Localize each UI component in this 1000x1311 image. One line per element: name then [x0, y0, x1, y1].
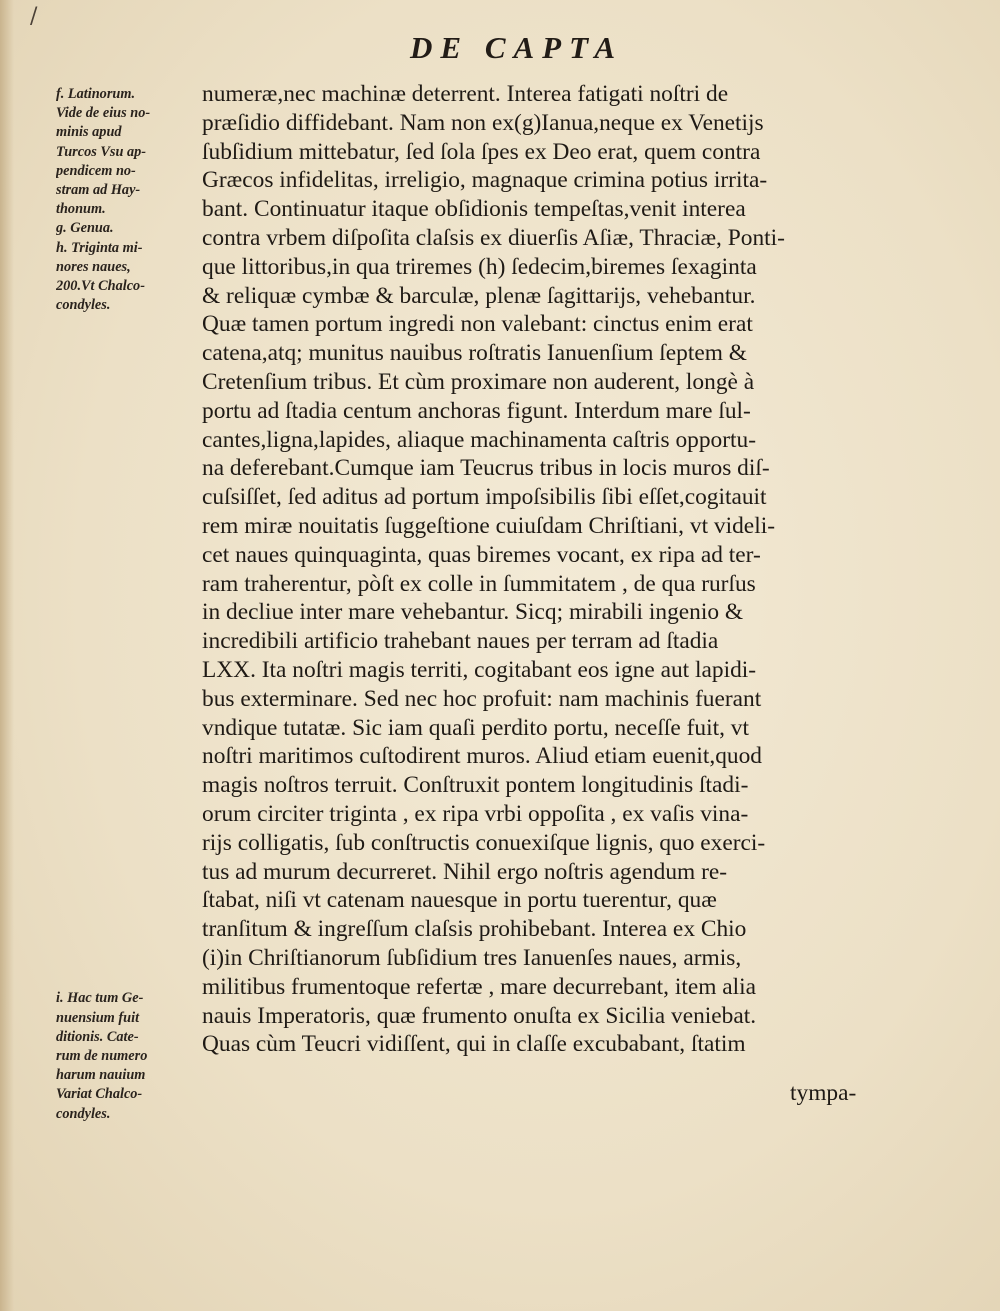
text-line: cet naues quinquaginta, quas biremes vocant, ex ripa ad ter-: [202, 541, 761, 568]
main-text-block: [202, 80, 894, 1059]
margin-note-line: Variat Chalco-: [56, 1086, 143, 1103]
text-line: nauis Imperatoris, quæ frumento onuſta ex Sicilia veniebat.: [202, 1002, 757, 1029]
text-line: Quas cùm Teucri vidiſſent, qui in claſſe excubabant, ſtatim: [202, 1031, 746, 1058]
text-line: tranſitum & ingreſſum claſsis prohibebant. Interea ex Chio: [202, 916, 747, 943]
margin-note-line: harum nauium: [56, 1067, 146, 1084]
margin-note-line: h. Triginta mi-: [56, 239, 143, 256]
text-line: contra vrbem diſpoſita claſsis ex diuerſis Aſiæ, Thraciæ, Ponti-: [202, 224, 785, 251]
text-line: cuſsiſſet, ſed aditus ad portum impoſsibilis ſibi eſſet,cogitauit: [202, 484, 767, 511]
text-line: (i)in Chriſtianorum ſubſidium tres Ianuenſes naues, armis,: [202, 944, 742, 971]
margin-notes-top: [56, 85, 206, 315]
text-line: na deferebant.Cumque iam Teucrus tribus in locis muros diſ-: [202, 455, 770, 482]
text-line: incredibili artificio trahebant naues per terram ad ſtadia: [202, 628, 719, 655]
text-line: numeræ,nec machinæ deterrent. Interea fatigati noſtri de: [202, 81, 729, 107]
text-line: rijs colligatis, ſub conſtructis conuexiſque lignis, quo exerci-: [202, 829, 766, 856]
text-line: Græcos infidelitas, irreligio, magnaque crimina potius irrita-: [202, 167, 768, 194]
margin-note-line: nores naues,: [56, 258, 131, 275]
margin-note-line: nuensium fuit: [56, 1009, 140, 1026]
text-line: rem miræ nouitatis ſuggeſtione cuiuſdam Chriſtiani, vt videli-: [202, 512, 775, 539]
margin-note-line: rum de numero: [56, 1048, 148, 1065]
text-line: tus ad murum decurreret. Nihil ergo noſtris agendum re-: [202, 858, 728, 885]
margin-note-line: thonum.: [56, 201, 106, 218]
text-line: cantes,ligna,lapides, aliaque machinamenta caſtris opportu-: [202, 426, 757, 453]
margin-notes: [56, 85, 206, 1124]
folio-mark: /: [30, 4, 38, 29]
text-line: portu ad ſtadia centum anchoras figunt. Interdum mare ſul-: [202, 397, 751, 424]
margin-note-line: i. Hac tum Ge-: [56, 990, 144, 1007]
text-line: orum circiter triginta , ex ripa vrbi oppoſita , ex vaſis vina-: [202, 800, 749, 827]
running-head: DE CAPTA: [410, 30, 624, 65]
text-line: noſtri maritimos cuſtodirent muros. Aliud etiam euenit,quod: [202, 743, 762, 770]
margin-spacer: [56, 315, 206, 989]
margin-note-line: 200.Vt Chalco-: [56, 278, 145, 295]
margin-note-line: minis apud: [56, 124, 122, 141]
text-line: ram traherentur, pòſt ex colle in ſummitatem , de qua rurſus: [202, 570, 756, 597]
margin-note-line: condyles.: [56, 297, 111, 314]
text-line: præſidio diffidebant. Nam non ex(g)Ianua,neque ex Venetijs: [202, 109, 764, 136]
text-line: que littoribus,in qua triremes (h) ſedecim,biremes ſexaginta: [202, 253, 757, 280]
margin-notes-bottom: [56, 989, 206, 1123]
text-line: Quæ tamen portum ingredi non valebant: cinctus enim erat: [202, 311, 753, 338]
text-line: militibus frumentoque refertæ , mare decurrebant, item alia: [202, 973, 757, 1000]
margin-note-line: stram ad Hay-: [56, 182, 141, 199]
binding-gutter: [0, 0, 14, 1311]
text-line: ſubſidium mittebatur, ſed ſola ſpes ex Deo erat, quem contra: [202, 138, 761, 165]
margin-note-line: Vide de eius no-: [56, 105, 151, 122]
text-line: in decliue inter mare vehebantur. Sicq; mirabili ingenio &: [202, 599, 744, 626]
text-line: bant. Continuatur itaque obſidionis tempeſtas,venit interea: [202, 196, 746, 223]
text-line: ſtabat, niſi vt catenam nauesque in portu tuerentur, quæ: [202, 887, 717, 914]
margin-note-line: f. Latinorum.: [56, 86, 136, 102]
catchword: tympa-: [790, 1080, 857, 1106]
text-line: LXX. Ita noſtri magis territi, cogitabant eos igne aut lapidi-: [202, 656, 757, 683]
text-line: bus exterminare. Sed nec hoc profuit: nam machinis fuerant: [202, 685, 762, 712]
margin-note-line: g. Genua.: [56, 220, 114, 237]
text-line: magis noſtros terruit. Conſtruxit pontem longitudinis ſtadi-: [202, 772, 749, 799]
margin-note-line: pendicem no-: [56, 162, 136, 179]
margin-note-line: ditionis. Cate-: [56, 1028, 139, 1045]
text-line: & reliquæ cymbæ & barculæ, plenæ ſagittarijs, vehebantur.: [202, 282, 756, 309]
text-line: Cretenſium tribus. Et cùm proximare non auderent, longè à: [202, 368, 755, 395]
text-line: vndique tutatæ. Sic iam quaſi perdito portu, neceſſe fuit, vt: [202, 714, 749, 741]
text-line: catena,atq; munitus nauibus roſtratis Ianuenſium ſeptem &: [202, 340, 747, 367]
margin-note-line: Turcos Vsu ap-: [56, 143, 147, 160]
margin-note-line: condyles.: [56, 1105, 111, 1122]
